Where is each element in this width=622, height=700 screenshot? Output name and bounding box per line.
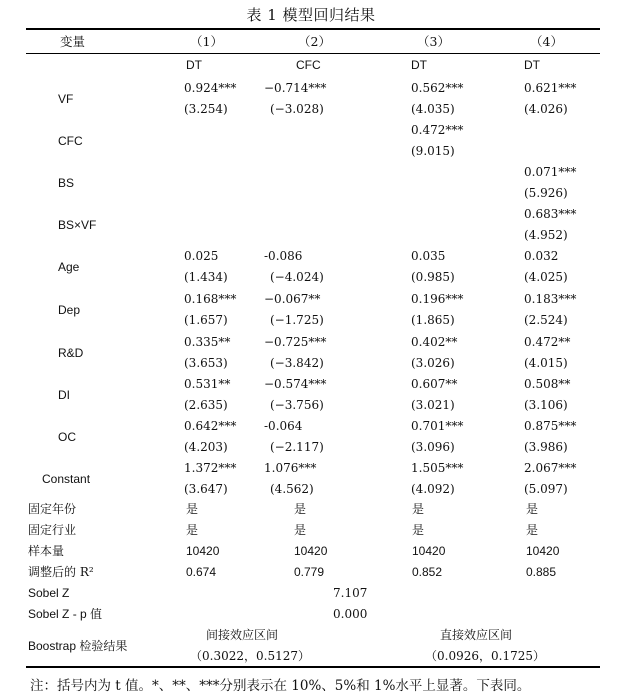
bootstrap-label: Boostrap 检验结果 xyxy=(28,639,128,653)
coef-cell: 2.067*** xyxy=(524,461,577,475)
coef-cell: -0.086 xyxy=(264,249,303,263)
row-label: DI xyxy=(58,388,70,402)
t-stat-cell: (4.026) xyxy=(524,102,568,116)
t-stat-cell: (3.254) xyxy=(184,102,228,116)
indirect-effect-interval: （0.3022，0.5127） xyxy=(190,649,310,663)
coef-cell: −0.725*** xyxy=(264,335,327,349)
coef-cell: -0.064 xyxy=(264,419,303,433)
direct-effect-interval: （0.0926，0.1725） xyxy=(425,649,545,663)
adj-r2-4: 0.885 xyxy=(526,565,557,579)
fixed-year-1: 是 xyxy=(186,502,199,516)
header-col-2: （2） xyxy=(298,34,331,49)
row-label: Dep xyxy=(58,303,81,317)
fixed-industry-1: 是 xyxy=(186,523,199,537)
adj-r2-3: 0.852 xyxy=(412,565,443,579)
row-label: CFC xyxy=(58,134,83,148)
t-stat-cell: (−3.028) xyxy=(270,102,324,116)
coef-cell: 0.472*** xyxy=(411,123,464,137)
fixed-year-4: 是 xyxy=(526,502,539,516)
t-stat-cell: (2.524) xyxy=(524,313,568,327)
adj-r2-2: 0.779 xyxy=(294,565,325,579)
adj-r2-1: 0.674 xyxy=(186,565,217,579)
header-rule xyxy=(26,53,600,54)
t-stat-cell: (3.653) xyxy=(184,356,228,370)
t-stat-cell: (3.096) xyxy=(411,440,455,454)
row-label: Age xyxy=(58,260,80,274)
fixed-industry-4: 是 xyxy=(526,523,539,537)
coef-cell: 1.505*** xyxy=(411,461,464,475)
coef-cell: 0.621*** xyxy=(524,81,577,95)
fixed-industry-3: 是 xyxy=(412,523,425,537)
t-stat-cell: (2.635) xyxy=(184,398,228,412)
coef-cell: 0.032 xyxy=(524,249,559,263)
row-label: R&D xyxy=(58,346,84,360)
dep-var-3: DT xyxy=(411,58,427,72)
t-stat-cell: (−1.725) xyxy=(270,313,324,327)
fixed-industry-label: 固定行业 xyxy=(28,523,77,537)
bottom-rule xyxy=(26,666,600,668)
header-variable-label: 变量 xyxy=(60,34,86,49)
row-label: Constant xyxy=(42,472,91,486)
t-stat-cell: (0.985) xyxy=(411,270,455,284)
t-stat-cell: (5.926) xyxy=(524,186,568,200)
dep-var-1: DT xyxy=(186,58,202,72)
t-stat-cell: (3.106) xyxy=(524,398,568,412)
t-stat-cell: (−3.756) xyxy=(270,398,324,412)
table-note: 注：括号内为 t 值。*、**、***分别表示在 10%、5%和 1%水平上显著。下表同。 xyxy=(30,678,531,694)
coef-cell: 1.372*** xyxy=(184,461,237,475)
coef-cell: 0.035 xyxy=(411,249,446,263)
sample-size-label: 样本量 xyxy=(28,544,65,558)
coef-cell: 0.335** xyxy=(184,335,231,349)
t-stat-cell: (4.015) xyxy=(524,356,568,370)
coef-cell: 0.402** xyxy=(411,335,458,349)
coef-cell: 0.183*** xyxy=(524,292,577,306)
t-stat-cell: (4.025) xyxy=(524,270,568,284)
t-stat-cell: (4.203) xyxy=(184,440,228,454)
coef-cell: −0.714*** xyxy=(264,81,327,95)
table-title: 表 1 模型回归结果 xyxy=(246,6,376,24)
t-stat-cell: (1.865) xyxy=(411,313,455,327)
t-stat-cell: (5.097) xyxy=(524,482,568,496)
coef-cell: 0.701*** xyxy=(411,419,464,433)
sample-size-1: 10420 xyxy=(186,544,220,558)
fixed-year-label: 固定年份 xyxy=(28,502,77,516)
coef-cell: −0.574*** xyxy=(264,377,327,391)
coef-cell: 0.531** xyxy=(184,377,231,391)
t-stat-cell: (3.986) xyxy=(524,440,568,454)
t-stat-cell: (3.026) xyxy=(411,356,455,370)
coef-cell: 0.607** xyxy=(411,377,458,391)
coef-cell: 0.508** xyxy=(524,377,571,391)
coef-cell: 0.562*** xyxy=(411,81,464,95)
row-label: BS×VF xyxy=(58,218,97,232)
sobel-z-label: Sobel Z xyxy=(28,586,70,600)
coef-cell: 0.025 xyxy=(184,249,219,263)
fixed-year-2: 是 xyxy=(294,502,307,516)
t-stat-cell: (4.092) xyxy=(411,482,455,496)
t-stat-cell: (9.015) xyxy=(411,144,455,158)
sample-size-4: 10420 xyxy=(526,544,560,558)
sobel-p-value: 0.000 xyxy=(333,607,368,621)
coef-cell: 0.924*** xyxy=(184,81,237,95)
coef-cell: 0.875*** xyxy=(524,419,577,433)
sobel-p-label: Sobel Z - p 值 xyxy=(28,607,103,621)
header-col-4: （4） xyxy=(530,34,563,49)
row-label: VF xyxy=(58,92,74,106)
coef-cell: 0.071*** xyxy=(524,165,577,179)
t-stat-cell: (4.562) xyxy=(270,482,314,496)
coef-cell: 0.196*** xyxy=(411,292,464,306)
t-stat-cell: (3.647) xyxy=(184,482,228,496)
t-stat-cell: (4.952) xyxy=(524,228,568,242)
t-stat-cell: (−4.024) xyxy=(270,270,324,284)
direct-effect-label: 直接效应区间 xyxy=(440,628,513,642)
row-label: OC xyxy=(58,430,76,444)
t-stat-cell: (1.434) xyxy=(184,270,228,284)
t-stat-cell: (−2.117) xyxy=(270,440,324,454)
coef-cell: −0.067** xyxy=(264,292,321,306)
coef-cell: 0.683*** xyxy=(524,207,577,221)
indirect-effect-label: 间接效应区间 xyxy=(206,628,279,642)
top-rule xyxy=(26,28,600,30)
header-col-1: （1） xyxy=(190,34,223,49)
dep-var-2: CFC xyxy=(296,58,321,72)
sobel-z-value: 7.107 xyxy=(333,586,368,600)
coef-cell: 1.076*** xyxy=(264,461,317,475)
t-stat-cell: (3.021) xyxy=(411,398,455,412)
adj-r2-label: 调整后的 R² xyxy=(28,565,94,579)
t-stat-cell: (−3.842) xyxy=(270,356,324,370)
t-stat-cell: (1.657) xyxy=(184,313,228,327)
sample-size-2: 10420 xyxy=(294,544,328,558)
coef-cell: 0.168*** xyxy=(184,292,237,306)
t-stat-cell: (4.035) xyxy=(411,102,455,116)
coef-cell: 0.642*** xyxy=(184,419,237,433)
row-label: BS xyxy=(58,176,75,190)
dep-var-4: DT xyxy=(524,58,540,72)
fixed-year-3: 是 xyxy=(412,502,425,516)
sample-size-3: 10420 xyxy=(412,544,446,558)
header-col-3: （3） xyxy=(417,34,450,49)
fixed-industry-2: 是 xyxy=(294,523,307,537)
coef-cell: 0.472** xyxy=(524,335,571,349)
